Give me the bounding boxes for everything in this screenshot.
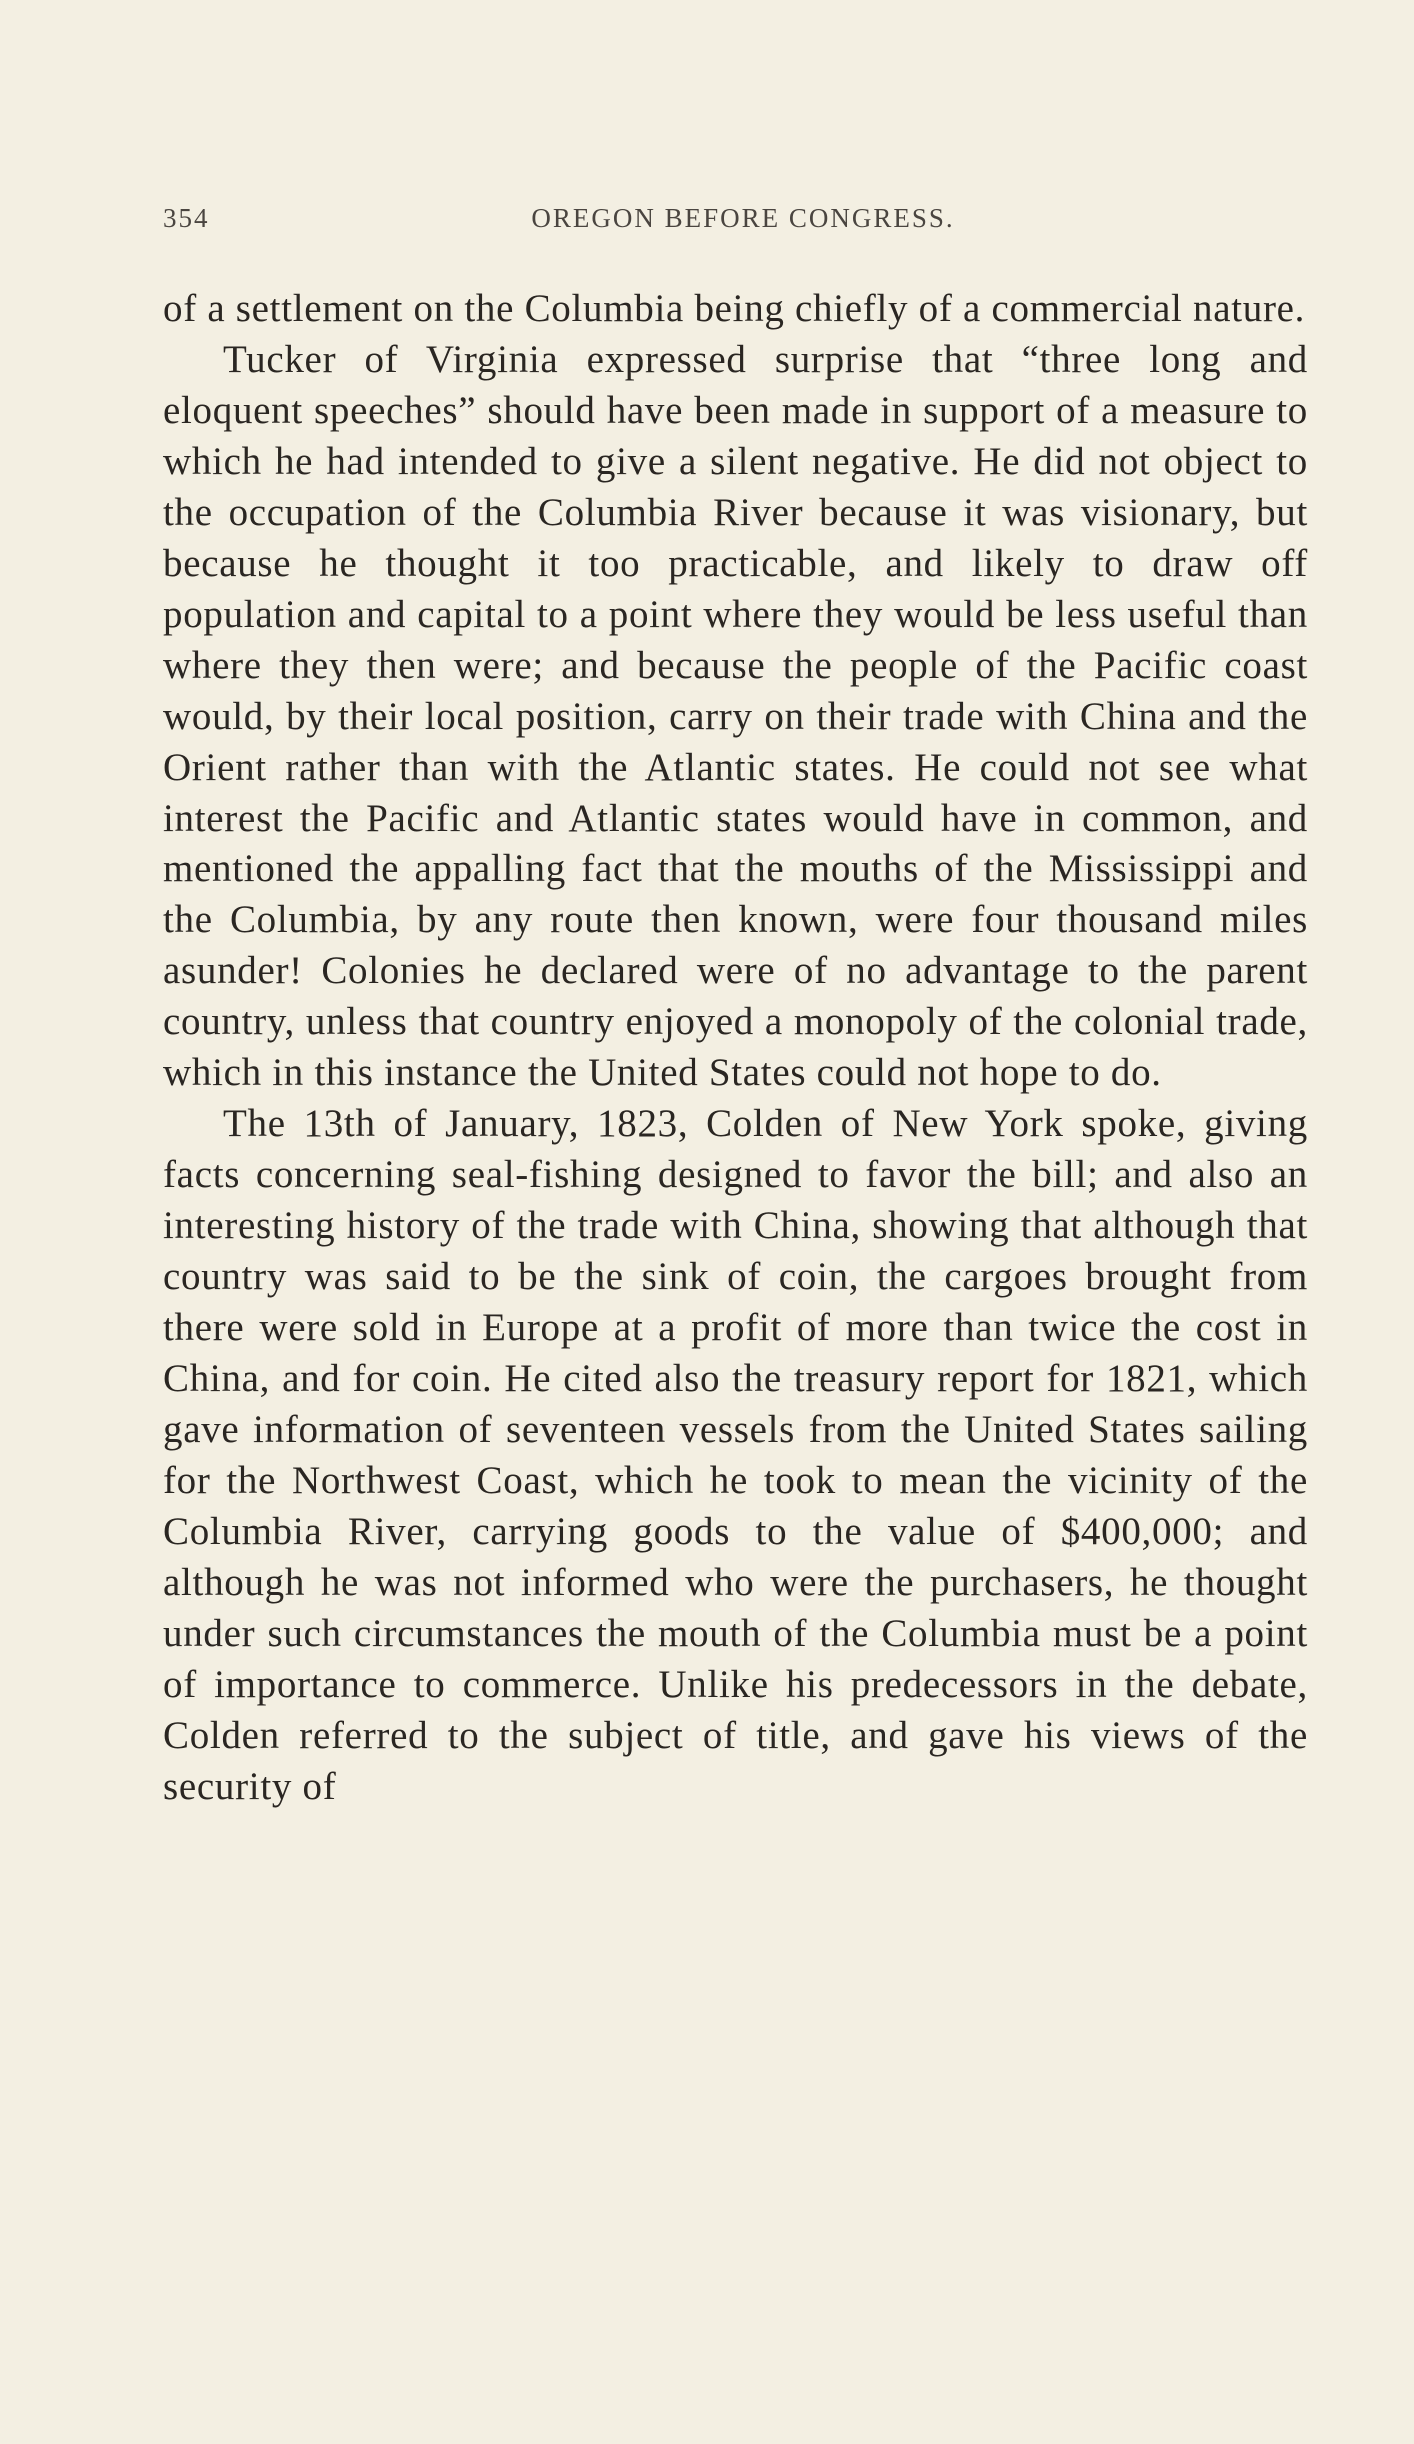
running-title: OREGON BEFORE CONGRESS. <box>531 203 955 233</box>
body-text <box>163 284 1308 1813</box>
paragraph-continuation: of a settlement on the Columbia being chiefly of a commercial nature. <box>163 287 1306 330</box>
paragraph-colden: The 13th of January, 1823, Colden of New York spoke, giving facts concerning seal-fishing designed to favor the bill; and also an interesting history of the trade with China, showing that although that country was said to be the sink of coin, the cargoes brought from there were sold in Europe at a profit of more than twice the cost in China, and for coin. He cited also the treasury report for 1821, which gave information of seventeen vessels from the United States sailing for the Northwest Coast, which he took to mean the vicinity of the Columbia River, carrying goods to the value of $400,000; and although he was not informed who were the purchasers, he thought under such circumstances the mouth of the Columbia must be a point of importance to commerce. Unlike his predecessors in the debate, Colden referred to the subject of title, and gave his views of the security of <box>163 1102 1308 1808</box>
page-number: 354 <box>163 203 210 233</box>
paragraph-tucker: Tucker of Virginia expressed surprise that “three long and eloquent speeches” should have been made in support of a measure to which he had intended to give a silent negative. He did not object to the occupation of the Columbia River because it was visionary, but because he thought it too practicable, and likely to draw off population and capital to a point where they would be less useful than where they then were; and because the people of the Pacific coast would, by their local position, carry on their trade with China and the Orient rather than with the Atlantic states. He could not see what interest the Pacific and Atlantic states would have in common, and mentioned the appalling fact that the mouths of the Mississippi and the Columbia, by any route then known, were four thousand miles asunder! Colonies he declared were of no advantage to the parent country, unless that country enjoyed a monopoly of the colonial trade, which in this instance the United States could not hope to do. <box>163 337 1308 1095</box>
running-head <box>163 203 1323 243</box>
